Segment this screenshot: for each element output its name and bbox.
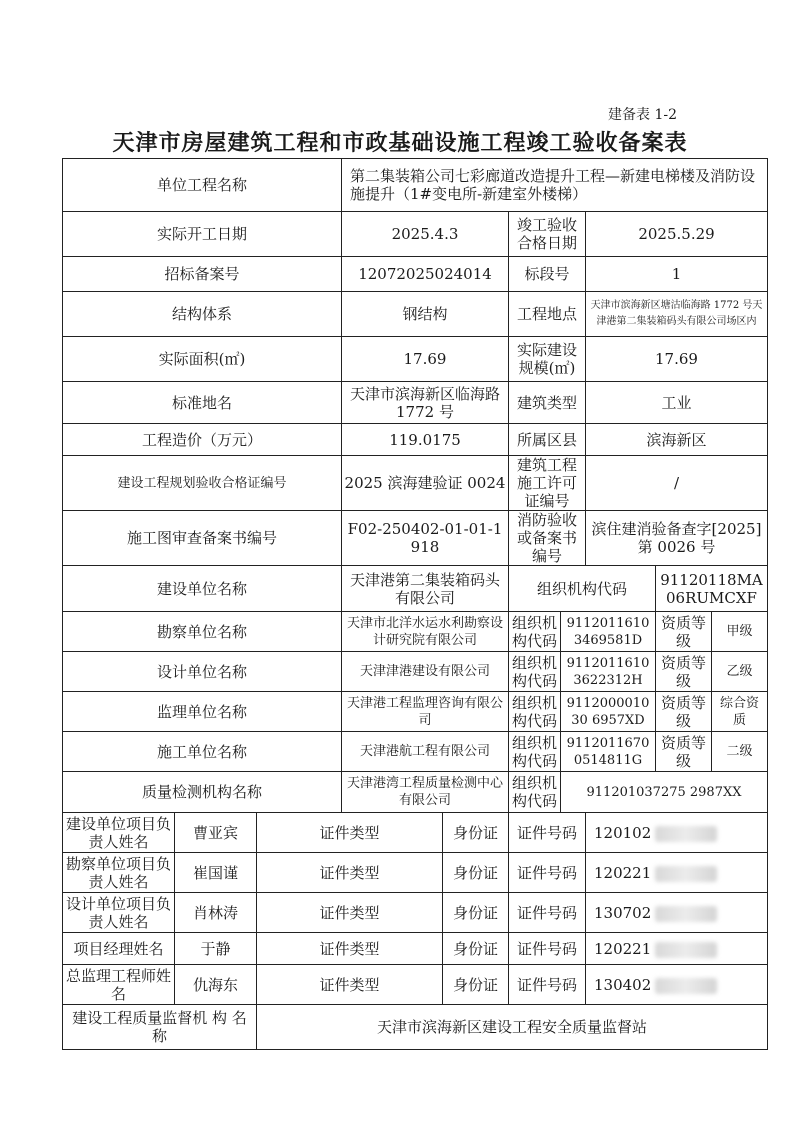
cost: 119.0175 (342, 424, 509, 456)
cert-no-label: 证件号码 (509, 965, 586, 1005)
cert-no-visible: 120221 (594, 939, 652, 958)
section-number: 1 (586, 257, 768, 292)
supervision-label: 建设工程质量监督机 构 名 称 (63, 1005, 257, 1050)
cert-no (586, 893, 768, 933)
redaction-blur (655, 906, 717, 922)
survey-unit: 天津市北洋水运水利勘察设计研究院有限公司 (342, 612, 509, 652)
design-unit: 天津津港建设有限公司 (342, 652, 509, 692)
structure-label: 结构体系 (63, 292, 342, 337)
cert-type-label: 证件类型 (257, 933, 443, 965)
person-role: 建设单位项目负责人姓名 (63, 813, 175, 853)
person-role: 项目经理姓名 (63, 933, 175, 965)
testing-code-label: 组织机构代码 (509, 772, 561, 813)
scale-label: 实际建设规模(㎡) (509, 337, 586, 382)
building-type: 工业 (586, 382, 768, 424)
builder-code: 91120118MA06RUMCXF (656, 566, 768, 612)
contractor-unit: 天津港航工程有限公司 (342, 732, 509, 772)
redaction-blur (655, 942, 717, 958)
contractor-qual-label: 资质等级 (656, 732, 712, 772)
fire-check-label: 消防验收或备案书编号 (509, 511, 586, 566)
supervise-qual-label: 资质等级 (656, 692, 712, 732)
cert-type: 身份证 (443, 965, 509, 1005)
cert-no (586, 933, 768, 965)
testing-code: 911201037275 2987XX (561, 772, 768, 813)
cert-no (586, 965, 768, 1005)
person-role: 总监理工程师姓名 (63, 965, 175, 1005)
project-name: 第二集装箱公司七彩廊道改造提升工程—新建电梯楼及消防设施提升（1#变电所-新建室外楼梯） (342, 159, 768, 212)
page-title: 天津市房屋建筑工程和市政基础设施工程竣工验收备案表 (112, 131, 688, 156)
testing-unit: 天津港湾工程质量检测中心有限公司 (342, 772, 509, 813)
survey-qual: 甲级 (712, 612, 768, 652)
acceptance-date: 2025.5.29 (586, 212, 768, 257)
person-name: 仇海东 (175, 965, 257, 1005)
district: 滨海新区 (586, 424, 768, 456)
cert-no-visible: 120221 (594, 863, 652, 882)
contractor-label: 施工单位名称 (63, 732, 342, 772)
cert-type-label: 证件类型 (257, 853, 443, 893)
cert-no-visible: 130702 (594, 903, 652, 922)
area-label: 实际面积(㎡) (63, 337, 342, 382)
testing-label: 质量检测机构名称 (63, 772, 342, 813)
cost-label: 工程造价（万元） (63, 424, 342, 456)
planning-cert: 2025 滨海建验证 0024 (342, 456, 509, 511)
structure: 钢结构 (342, 292, 509, 337)
builder-code-label: 组织机构代码 (509, 566, 656, 612)
person-name: 曹亚宾 (175, 813, 257, 853)
supervise-code-label: 组织机构代码 (509, 692, 561, 732)
std-address-label: 标准地名 (63, 382, 342, 424)
person-row (63, 965, 768, 1005)
cert-no-label: 证件号码 (509, 933, 586, 965)
form-number: 建备表 1-2 (608, 107, 677, 123)
area: 17.69 (342, 337, 509, 382)
person-row (63, 853, 768, 893)
person-name: 肖林涛 (175, 893, 257, 933)
cert-type: 身份证 (443, 813, 509, 853)
design-code-label: 组织机构代码 (509, 652, 561, 692)
supervise-label: 监理单位名称 (63, 692, 342, 732)
cert-type-label: 证件类型 (257, 893, 443, 933)
cert-type: 身份证 (443, 933, 509, 965)
cert-type: 身份证 (443, 853, 509, 893)
contractor-qual: 二级 (712, 732, 768, 772)
survey-code-label: 组织机构代码 (509, 612, 561, 652)
location: 天津市滨海新区塘沽临海路 1772 号天津港第二集装箱码头有限公司场区内 (586, 292, 768, 337)
person-row (63, 933, 768, 965)
redaction-blur (655, 866, 717, 882)
contractor-code: 91120116700514811G (561, 732, 656, 772)
supervise-unit: 天津港工程监理咨询有限公司 (342, 692, 509, 732)
survey-label: 勘察单位名称 (63, 612, 342, 652)
drawing-review-label: 施工图审查备案书编号 (63, 511, 342, 566)
survey-qual-label: 资质等级 (656, 612, 712, 652)
supervise-qual: 综合资质 (712, 692, 768, 732)
cert-no (586, 853, 768, 893)
survey-code: 91120116103469581D (561, 612, 656, 652)
design-qual-label: 资质等级 (656, 652, 712, 692)
cert-no (586, 813, 768, 853)
person-role: 勘察单位项目负责人姓名 (63, 853, 175, 893)
person-row (63, 893, 768, 933)
person-name: 崔国谨 (175, 853, 257, 893)
redaction-blur (655, 826, 717, 842)
cert-type: 身份证 (443, 893, 509, 933)
redaction-blur (655, 978, 717, 994)
builder-label: 建设单位名称 (63, 566, 342, 612)
person-name: 于静 (175, 933, 257, 965)
supervise-code: 911200001030 6957XD (561, 692, 656, 732)
start-date-label: 实际开工日期 (63, 212, 342, 257)
design-code: 91120116103622312H (561, 652, 656, 692)
cert-no-visible: 120102 (594, 823, 652, 842)
district-label: 所属区县 (509, 424, 586, 456)
design-label: 设计单位名称 (63, 652, 342, 692)
location-label: 工程地点 (509, 292, 586, 337)
section-label: 标段号 (509, 257, 586, 292)
contractor-code-label: 组织机构代码 (509, 732, 561, 772)
cert-type-label: 证件类型 (257, 813, 443, 853)
cert-type-label: 证件类型 (257, 965, 443, 1005)
cert-no-visible: 130402 (594, 975, 652, 994)
builder: 天津港第二集装箱码头有限公司 (342, 566, 509, 612)
filing-form-table (62, 158, 768, 1050)
cert-no-label: 证件号码 (509, 893, 586, 933)
acceptance-date-label: 竣工验收合格日期 (509, 212, 586, 257)
fire-check: 滨住建消验备查字[2025]第 0026 号 (586, 511, 768, 566)
cert-no-label: 证件号码 (509, 813, 586, 853)
cert-no-label: 证件号码 (509, 853, 586, 893)
construction-permit-label: 建筑工程施工许可证编号 (509, 456, 586, 511)
construction-permit: / (586, 456, 768, 511)
bid-record-label: 招标备案号 (63, 257, 342, 292)
person-role: 设计单位项目负责人姓名 (63, 893, 175, 933)
design-qual: 乙级 (712, 652, 768, 692)
supervision-agency: 天津市滨海新区建设工程安全质量监督站 (257, 1005, 768, 1050)
start-date: 2025.4.3 (342, 212, 509, 257)
std-address: 天津市滨海新区临海路 1772 号 (342, 382, 509, 424)
planning-cert-label: 建设工程规划验收合格证编号 (63, 456, 342, 511)
project-name-label: 单位工程名称 (63, 159, 342, 212)
building-type-label: 建筑类型 (509, 382, 586, 424)
person-row (63, 813, 768, 853)
bid-record: 12072025024014 (342, 257, 509, 292)
scale: 17.69 (586, 337, 768, 382)
drawing-review: F02-250402-01-01-1918 (342, 511, 509, 566)
